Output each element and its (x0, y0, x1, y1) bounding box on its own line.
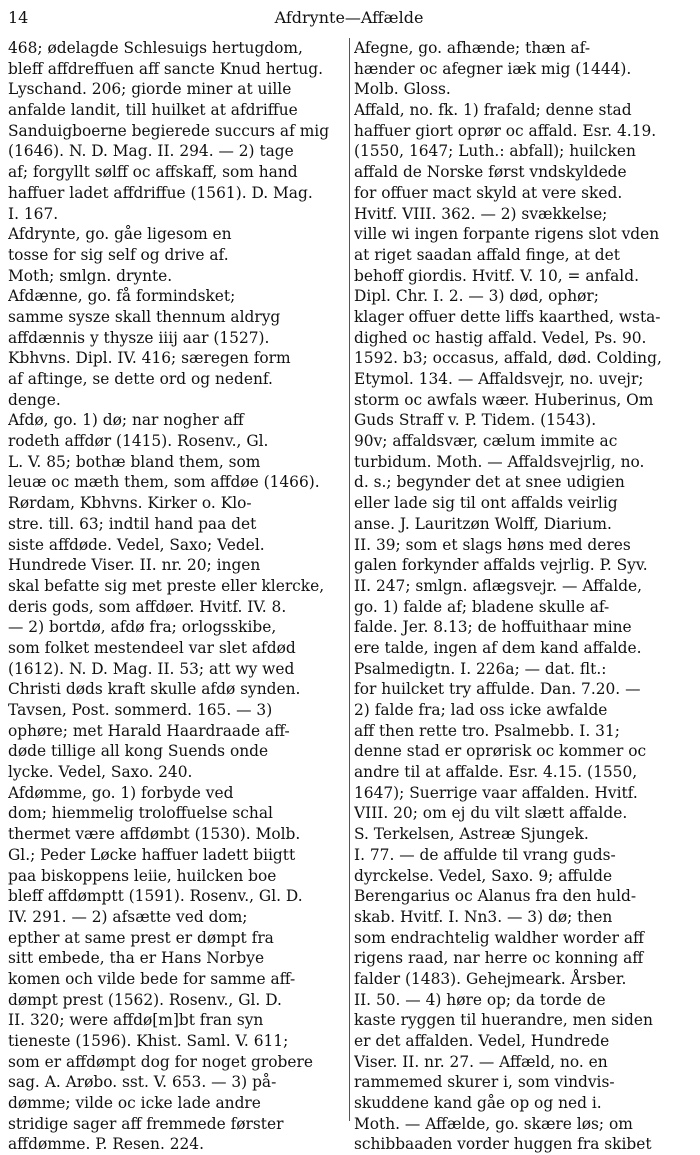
text-line: falder (1483). Gehejmeark. Årsber. (354, 969, 627, 988)
running-head: Afdrynte—Affælde (274, 8, 424, 27)
text-line: deris gods, som affdøer. Hvitf. IV. 8. (8, 597, 287, 616)
text-line: VIII. 20; om ej du vilt slætt affalde. (354, 804, 628, 823)
text-line: som folket mestendeel var slet afdød (8, 638, 296, 657)
text-columns (8, 38, 692, 1154)
text-line: I. 167. (8, 204, 59, 223)
text-line: paa biskoppens leiie, huilcken boe (8, 866, 277, 885)
text-line: skuddene kand gåe op og ned i. (354, 1094, 602, 1113)
text-line: hænder oc afegner iæk mig (1444). (354, 59, 632, 78)
text-line: d. s.; begynder det at snee udigien (354, 473, 625, 492)
text-line: Moth. — Affælde, go. skære løs; om (354, 1114, 633, 1133)
text-line: I. 77. — de affulde til vrang guds- (354, 845, 616, 864)
text-line: behoff giordis. Hvitf. V. 10, = anfald. (354, 266, 639, 285)
text-line: siste affdøde. Vedel, Saxo; Vedel. (8, 535, 265, 554)
text-line: Afdømme, go. 1) forbyde ved (8, 783, 234, 802)
text-line: dømpt prest (1562). Rosenv., Gl. D. (8, 990, 282, 1009)
text-line: falde. Jer. 8.13; de hoffuithaar mine (354, 618, 632, 637)
text-line: Hundrede Viser. II. nr. 20; ingen (8, 556, 261, 575)
text-line: anfalde landit, till huilket at afdriffue (8, 101, 298, 120)
text-line: kaste ryggen til huerandre, men siden (354, 1011, 653, 1030)
text-line: go. 1) falde af; bladene skulle af- (354, 597, 610, 616)
text-line: Gl.; Peder Løcke haffuer ladett biigtt (8, 845, 296, 864)
text-line: Afdrynte, go. gåe ligesom en (8, 225, 232, 244)
text-line: schibbaaden vorder huggen fra skibet (354, 1135, 652, 1154)
text-line: affald de Norske først vndskyldede (354, 163, 627, 182)
text-line: Tavsen, Post. sommerd. 165. — 3) (8, 701, 273, 719)
text-line: anse. J. Lauritzøn Wolff, Diarium. (354, 514, 612, 533)
text-line: ophøre; met Harald Haardraade aff- (8, 721, 290, 740)
text-line: er det affalden. Vedel, Hundrede (354, 1032, 610, 1050)
column-divider (349, 38, 350, 1121)
text-line: II. 39; som et slags høns med deres (354, 535, 631, 554)
text-line: haffuer ladet affdriffue (1561). D. Mag. (8, 183, 313, 202)
text-line: leuæ oc mæth them, som affdøe (1466). (8, 473, 320, 492)
text-line: Berengarius oc Alanus fra den huld- (354, 887, 637, 906)
text-line: som endrachtelig waldher worder aff (354, 928, 644, 947)
text-line: for huilcket try affulde. Dan. 7.20. — (354, 680, 641, 699)
text-line: S. Terkelsen, Astreæ Sjungek. (354, 825, 589, 844)
text-line: rigens raad, nar herre oc konning aff (354, 949, 644, 968)
text-line: dømme; vilde oc icke lade andre (8, 1094, 261, 1113)
text-line: 468; ødelagde Schlesuigs hertugdom, (8, 39, 303, 57)
text-line: at riget saadan affald finge, at det (354, 245, 620, 264)
page-number: 14 (8, 8, 29, 27)
text-line: 90v; affaldsvær, cælum immite ac (354, 432, 618, 451)
text-line: (1550, 1647; Luth.: abfall); huilcken (354, 142, 636, 161)
text-line: II. 320; were affdø[m]bt fran syn (8, 1011, 264, 1030)
text-line: ville wi ingen forpante rigens slot vden (354, 225, 660, 244)
text-line: aff then rette tro. Psalmebb. I. 31; (354, 721, 620, 740)
text-line: Moth; smlgn. drynte. (8, 266, 173, 285)
text-line: komen och vilde bede for samme aff- (8, 969, 296, 988)
text-line: Kbhvns. Dipl. IV. 416; særegen form (8, 349, 291, 368)
text-line: II. 247; smlgn. aflægsvejr. — Affalde, (354, 576, 643, 595)
text-line: ere talde, ingen af dem kand affalde. (354, 638, 642, 657)
text-line: dyrckelse. Vedel, Saxo. 9; affulde (354, 866, 613, 885)
text-line: skab. Hvitf. I. Nn3. — 3) dø; then (354, 907, 613, 926)
text-line: 2) falde fra; lad oss icke awfalde (354, 701, 608, 719)
text-line: galen forkynder affalds vejrlig. P. Syv. (354, 556, 648, 575)
text-line: eller lade sig til ont affalds veirlig (354, 494, 618, 513)
text-line: stridige sager aff fremmede førster (8, 1114, 284, 1133)
text-line: klager offuer dette liffs kaarthed, wsta- (354, 307, 661, 326)
text-line: denne stad er oprørisk oc kommer oc (354, 742, 647, 761)
right-column (354, 38, 690, 1155)
text-line: L. V. 85; bothæ bland them, som (8, 452, 261, 471)
text-line: tosse for sig self og drive af. (8, 245, 229, 264)
text-line: IV. 291. — 2) afsætte ved dom; (8, 907, 248, 926)
text-line: thermet være affdømbt (1530). Molb. (8, 825, 301, 844)
text-line: Christi døds kraft skulle afdø synden. (8, 680, 301, 699)
text-line: Afdænne, go. få formindsket; (8, 287, 236, 306)
text-line: andre til at affalde. Esr. 4.15. (1550, (354, 763, 638, 782)
text-line: sitt embede, tha er Hans Norbye (8, 949, 265, 968)
text-line: tieneste (1596). Khist. Saml. V. 611; (8, 1032, 289, 1050)
text-line: Sanduigboerne begierede succurs af mig (8, 121, 330, 140)
text-line: rodeth affdør (1415). Rosenv., Gl. (8, 432, 269, 451)
text-line: dighed oc hastig affald. Vedel, Ps. 90. (354, 328, 647, 347)
text-line: af; forgyllt sølff oc affskaff, som hand (8, 163, 298, 182)
text-line: Lyschand. 206; giorde miner at uille (8, 80, 292, 99)
text-line: dom; hiemmelig troloffuelse schal (8, 804, 273, 823)
text-line: affdømme. P. Resen. 224. (8, 1135, 204, 1154)
text-line: — 2) bortdø, afdø fra; orlogsskibe, (8, 618, 277, 637)
text-line: døde tillige all kong Suends onde (8, 742, 269, 761)
text-line: Rørdam, Kbhvns. Kirker o. Klo- (8, 494, 252, 513)
text-line: bleff affdømptt (1591). Rosenv., Gl. D. (8, 887, 303, 906)
text-line: stre. till. 63; indtil hand paa det (8, 514, 257, 533)
text-line: samme sysze skall thennum aldryg (8, 307, 281, 326)
text-line: Hvitf. VIII. 362. — 2) svækkelse; (354, 204, 608, 223)
text-line: sag. A. Arøbo. sst. V. 653. — 3) på- (8, 1073, 277, 1092)
text-line: 1592. b3; occasus, affald, død. Colding, (354, 349, 662, 368)
text-line: som er affdømpt dog for noget grobere (8, 1052, 313, 1071)
text-line: Dipl. Chr. I. 2. — 3) død, ophør; (354, 287, 599, 306)
text-line: Affald, no. fk. 1) frafald; denne stad (354, 101, 632, 120)
text-line: Molb. Gloss. (354, 80, 451, 99)
text-line: bleff affdreffuen aff sancte Knud hertug. (8, 59, 323, 78)
text-line: Afdø, go. 1) dø; nar nogher aff (8, 411, 244, 430)
text-line: Guds Straff v. P. Tidem. (1543). (354, 411, 597, 430)
text-line: Afegne, go. afhænde; thæn af- (354, 39, 591, 57)
text-line: II. 50. — 4) høre op; da torde de (354, 990, 606, 1009)
text-line: affdænnis y thysze iiij aar (1527). (8, 328, 270, 347)
text-line: (1646). N. D. Mag. II. 294. — 2) tage (8, 142, 294, 161)
text-line: Psalmedigtn. I. 226a; — dat. flt.: (354, 659, 607, 678)
text-line: denge. (8, 390, 61, 409)
text-line: skal befatte sig met preste eller klercke, (8, 576, 325, 595)
text-line: lycke. Vedel, Saxo. 240. (8, 763, 193, 782)
text-line: Etymol. 134. — Affaldsvejr, no. uvejr; (354, 370, 644, 388)
text-line: Viser. II. nr. 27. — Affæld, no. en (354, 1052, 608, 1071)
text-line: (1612). N. D. Mag. II. 53; att wy wed (8, 659, 295, 678)
page-header (8, 8, 690, 34)
text-line: 1647); Suerrige vaar affalden. Hvitf. (354, 783, 638, 802)
text-line: storm oc awfals wæer. Huberinus, Om (354, 390, 654, 409)
text-line: epther at same prest er dømpt fra (8, 928, 274, 947)
left-column (8, 38, 344, 1155)
text-line: rammemed skurer i, som vindvis- (354, 1073, 615, 1092)
text-line: af aftinge, se dette ord og nedenf. (8, 370, 273, 388)
text-line: turbidum. Moth. — Affaldsvejrlig, no. (354, 452, 645, 471)
text-line: haffuer giort oprør oc affald. Esr. 4.19. (354, 121, 657, 140)
text-line: for offuer mact skyld at vere sked. (354, 183, 623, 202)
